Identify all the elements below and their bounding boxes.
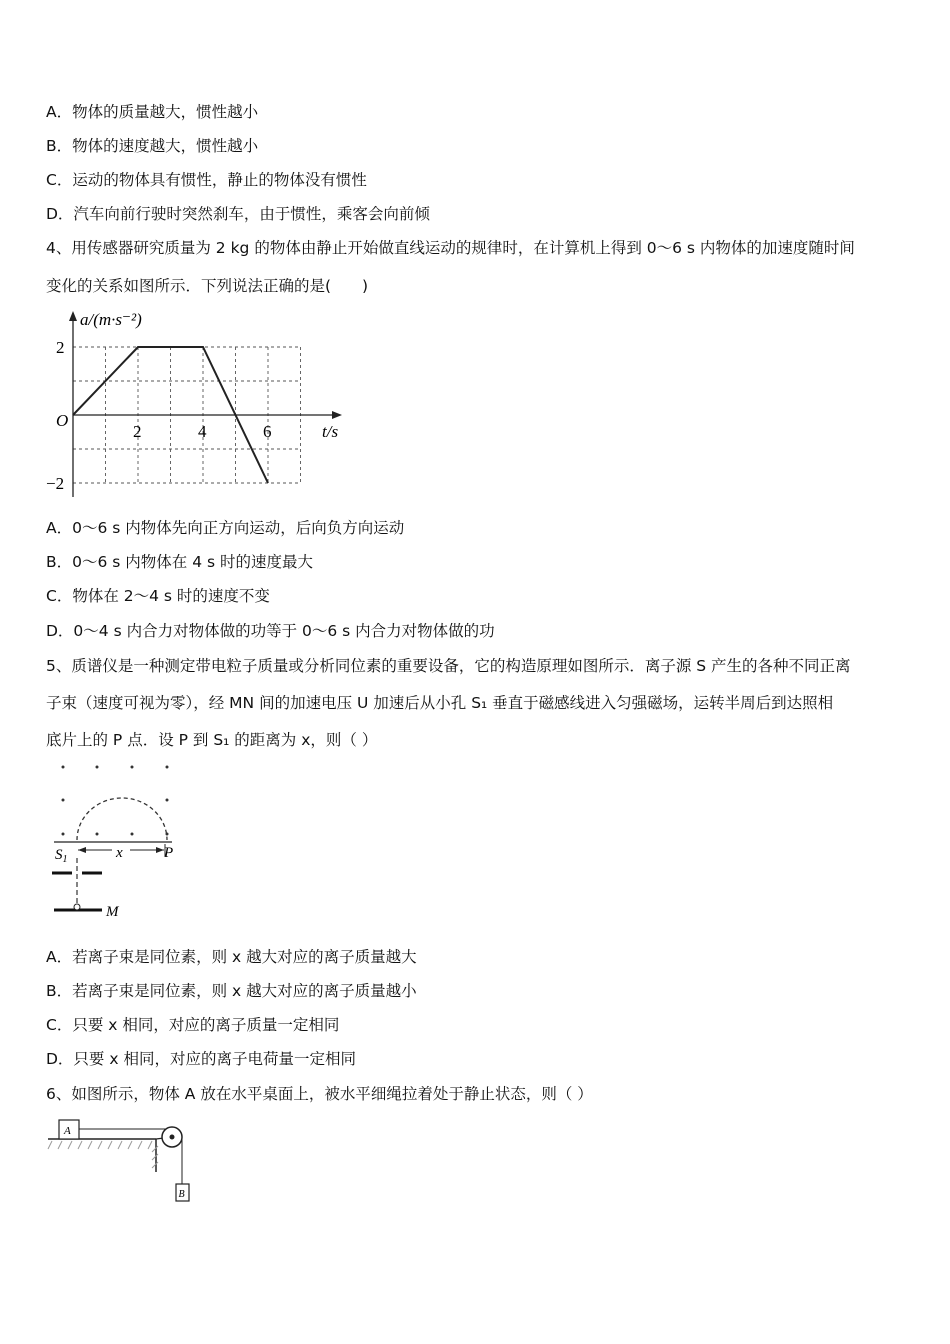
q5-stem-line2: 子束（速度可视为零），经 MN 间的加速电压 U 加速后从小孔 S₁ 垂直于磁感线进入匀强磁场，运转半周后到达照相 [46, 694, 834, 712]
x-axis-arrow [332, 411, 342, 419]
x-tick-label: 6 [263, 422, 272, 441]
q4-option-d: D．0～4 s 内合力对物体做的功等于 0～6 s 内合力对物体做的功 [46, 622, 495, 640]
q3-option-c: C．运动的物体具有惯性，静止的物体没有惯性 [46, 171, 367, 189]
q3-option-a: A．物体的质量越大，惯性越小 [46, 103, 259, 121]
label-x: x [116, 845, 123, 861]
label-s1: $S_1$ [55, 847, 68, 865]
q5-option-b: B．若离子束是同位素，则 x 越大对应的离子质量越小 [46, 982, 417, 1000]
q5-option-d: D．只要 x 相同，对应的离子电荷量一定相同 [46, 1050, 356, 1068]
mass-spectrometer-figure [44, 760, 204, 925]
label-p: P [164, 845, 174, 861]
ion-source [74, 904, 80, 910]
q4-stem-line2: 变化的关系如图所示．下列说法正确的是( ) [46, 277, 369, 295]
y-tick-label: −2 [46, 474, 65, 493]
acceleration-time-chart [40, 305, 360, 505]
q4-option-c: C．物体在 2～4 s 时的速度不变 [46, 587, 270, 605]
origin-label: O [56, 411, 69, 430]
y-tick-label: 2 [56, 338, 65, 357]
q4-option-a: A．0～6 s 内物体先向正方向运动，后向负方向运动 [46, 519, 405, 537]
x-tick-label: 2 [133, 422, 142, 441]
q3-option-d: D．汽车向前行驶时突然刹车，由于惯性，乘客会向前倾 [46, 205, 430, 223]
q5-stem-line1: 5、质谱仪是一种测定带电粒子质量或分析同位素的重要设备，它的构造原理如图所示．离子源 S 产生的各种不同正离 [46, 657, 851, 675]
x-arrow-right [156, 847, 164, 853]
x-arrow-left [78, 847, 86, 853]
magnetic-field-dots [62, 766, 169, 836]
q4-stem-line1: 4、用传感器研究质量为 2 kg 的物体由静止开始做直线运动的规律时，在计算机上得到 0～6 s 内物体的加速度随时间 [46, 239, 855, 257]
x-tick-label: 4 [198, 422, 207, 441]
label-b: B [178, 1189, 185, 1200]
q5-option-a: A．若离子束是同位素，则 x 越大对应的离子质量越大 [46, 948, 417, 966]
label-m: M [106, 904, 119, 920]
q3-option-b: B．物体的速度越大，惯性越小 [46, 137, 259, 155]
ion-path-semicircle [77, 798, 167, 840]
q5-option-c: C．只要 x 相同，对应的离子质量一定相同 [46, 1016, 340, 1034]
q4-option-b: B．0～6 s 内物体在 4 s 时的速度最大 [46, 553, 314, 571]
pulley-figure [44, 1112, 204, 1207]
label-a: A [64, 1125, 71, 1137]
y-axis-label: a/(m·s⁻²) [80, 310, 142, 329]
q5-stem-line3: 底片上的 P 点．设 P 到 S₁ 的距离为 x，则（ ） [46, 731, 378, 749]
table-hatching [48, 1141, 158, 1168]
q6-stem: 6、如图所示，物体 A 放在水平桌面上，被水平细绳拉着处于静止状态，则（ ） [46, 1085, 593, 1103]
x-axis-label: t/s [322, 422, 339, 441]
y-axis-arrow [69, 311, 77, 321]
